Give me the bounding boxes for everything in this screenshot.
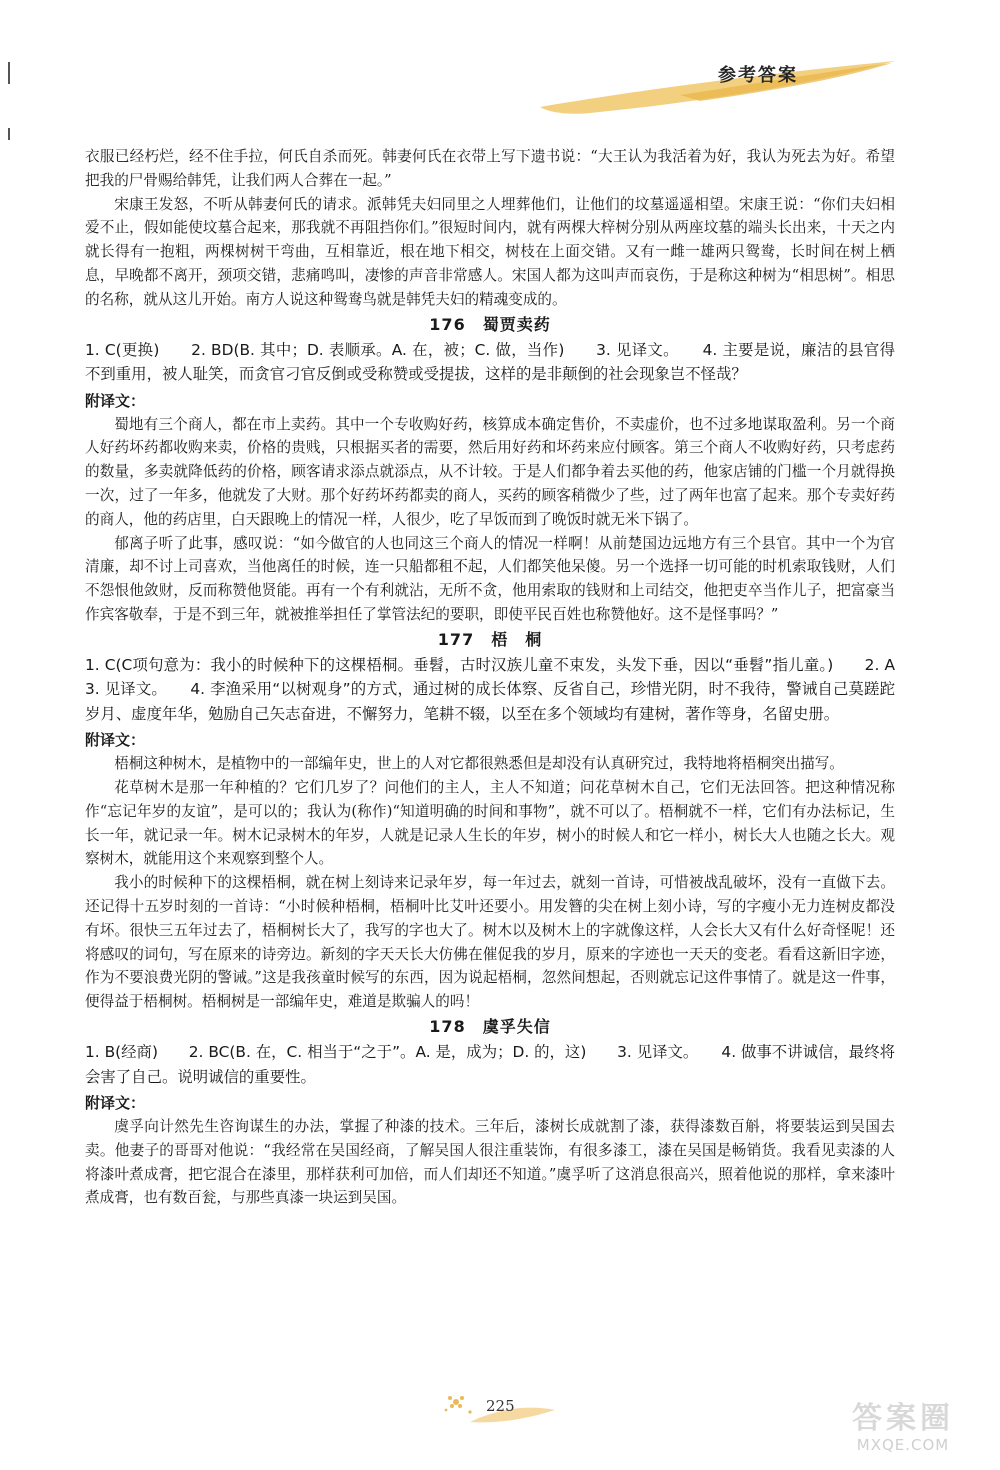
translation-label: 附译文： [85, 391, 146, 410]
answer-text: 1. C(C项句意为：我小的时候种下的这棵梧桐。垂髫，古时汉族儿童不束发，头发下垂，因以“垂髫”指儿童。) 2. A 3. 见译文。 4. 李渔采用“以树观身”的方式，通过树的成长体察、反省自己，珍惜光阴，时不我待，警诫自己莫蹉跎岁月、虚度年华，勉励自己矢志奋进，不懈努力，笔耕不辍，以至在多个领域均有建树，著作等身，名留史册。 [85, 655, 926, 723]
answer-text: 1. B(经商) 2. BC(B. 在，C. 相当于“之于”。A. 是，成为；D. 的，这) 3. 见译文。 4. 做事不讲诚信，最终将会害了自己。说明诚信的重要性。 [85, 1043, 895, 1086]
translation-label: 附译文： [85, 731, 146, 750]
section-title: 178 虞孚失信 [429, 1017, 551, 1037]
section-176 [85, 312, 895, 627]
translation-paragraph: 梧桐这种树木，是植物中的一部编年史，世上的人对它都很熟悉但是却没有认真研究过，我特地将梧桐突出描写。 [114, 755, 844, 773]
page-footer [440, 1392, 560, 1428]
translation-paragraph: 郁离子听了此事，感叹说：“如今做官的人也同这三个商人的情况一样啊！从前楚国边远地方有三个县官。其中一个为官清廉，却不讨上司喜欢，当他离任的时候，连一只船都租不起，人们都笑他呆傻。另一个选择一切可能的时机索取钱财，人们不怨恨他敛财，反而称赞他贤能。再有一个有利就沾，无所不贪，他用索取的钱财和上司结交，他把吏卒当作儿子，把富豪当作宾客敬奉，于是不到三年，就被推举担任了掌管法纪的要职，即使平民百姓也称赞他好。这不是怪事吗？” [85, 534, 895, 623]
section-177 [85, 627, 926, 1014]
translation-paragraph: 花草树木是那一年种植的？它们几岁了？问他们的主人，主人不知道；问花草树木自己，它们无法回答。把这种情况称作“忘记年岁的友谊”，是可以的；我认为(称作)“知道明确的时间和事物”，就不可以了。梧桐就不一样，它们有办法标记，生长一年，就记录一年。树木记录树木的年岁，人就是记录人生长的年岁，树小的时候人和它一样小，树长大人也随之长大。观察树木，就能用这个来观察到整个人。 [85, 779, 895, 868]
watermark-logo: 答案圈 [852, 1401, 954, 1436]
translation-paragraph: 蜀地有三个商人，都在市上卖药。其中一个专收购好药，核算成本确定售价，不卖虚价，也不过多地谋取盈利。另一个商人好药坏药都收购来卖，价格的贵贱，只根据买者的需要，然后用好药和坏药来应付顾客。第三个商人不收购好药，只考虑药的数量，多卖就降低药的价格，顾客请求添点就添点，从不计较。于是人们都争着去买他的药，他家店铺的门槛一个月就得换一次，过了一年多，他就发了大财。那个好药坏药都卖的商人，买药的顾客稍微少了些，过了两年也富了起来。那个专卖好药的商人，他的药店里，白天跟晚上的情况一样，人很少，吃了早饭而到了晚饭时就无米下锅了。 [85, 415, 895, 528]
translation-paragraph: 我小的时候种下的这棵梧桐，就在树上刻诗来记录年岁，每一年过去，就刻一首诗，可惜被战乱破坏，没有一直做下去。还记得十五岁时刻的一首诗：“小时候种梧桐，梧桐叶比艾叶还要小。用发簪的尖在树上刻小诗，写的字瘦小无力连树皮都没有坏。很快三五年过去了，梧桐树长大了，我写的字也大了。树木以及树木上的字就像这样，人会长大又有什么好奇怪呢！还将感叹的词句，写在原来的诗旁边。新刻的字天天长大仿佛在催促我的岁月，原来的字迹也一天天的变老。看看这新旧字迹，作为不要浪费光阴的警诫。”这是我孩童时候写的东西，因为说起梧桐，忽然间想起，否则就忘记这件事情了。就是这一件事，便得益于梧桐树。梧桐树是一部编年史，难道是欺骗人的吗！ [85, 874, 895, 1011]
binding-mark-middle [8, 128, 10, 140]
intro-paragraph: 宋康王发怒，不听从韩妻何氏的请求。派韩凭夫妇同里之人埋葬他们，让他们的坟墓遥遥相望。宋康王说：“你们夫妇相爱不止，假如能使坟墓合起来，那我就不再阻挡你们。”很短时间内，就有两棵大梓树分别从两座坟墓的端头长出来，十天之内就长得有一抱粗，两棵树树干弯曲，互相靠近，根在地下相交，树枝在上面交错。又有一雌一雄两只鸳鸯，长时间在树上栖息，早晚都不离开，颈项交错，悲痛鸣叫，凄惨的声音非常感人。宋国人都为这叫声而哀伤，于是称这种树为“相思树”。相思的名称，就从这儿开始。南方人说这种鸳鸯鸟就是韩凭夫妇的精魂变成的。 [85, 195, 895, 308]
page-number: 225 [486, 1397, 515, 1415]
translation-paragraph: 虞孚向计然先生咨询谋生的办法，掌握了种漆的技术。三年后，漆树长成就割了漆，获得漆数百斛，将要装运到吴国去卖。他妻子的哥哥对他说：“我经常在吴国经商，了解吴国人很注重装饰，有很多漆工，漆在吴国是畅销货。我看见卖漆的人将漆叶煮成膏，把它混合在漆里，那样获利可加倍，而人们却还不知道。”虞孚听了这消息很高兴，照着他说的那样，拿来漆叶煮成膏，也有数百瓮，与那些真漆一块运到吴国。 [85, 1118, 895, 1207]
watermark-url: MXQE.COM [856, 1436, 950, 1454]
intro-block [85, 145, 895, 312]
page-content [85, 145, 926, 1210]
header-brush-decoration [530, 55, 900, 115]
section-title: 176 蜀贾卖药 [429, 314, 551, 334]
answer-text: 1. C(更换) 2. BD(B. 其中；D. 表顺承。A. 在，被；C. 做，当作) 3. 见译文。 4. 主要是说，廉洁的县官得不到重用，被人耻笑，而贪官刁官反倒或受称赞或受提拔，这样的是非颠倒的社会现象岂不怪哉？ [85, 340, 895, 384]
section-title: 177 梧 桐 [437, 629, 543, 649]
binding-mark-top [8, 62, 10, 84]
intro-paragraph: 衣服已经朽烂，经不住手拉，何氏自杀而死。韩妻何氏在衣带上写下遗书说：“大王认为我活着为好，我认为死去为好。希望把我的尸骨赐给韩凭，让我们两人合葬在一起。” [85, 148, 895, 189]
header-title: 参考答案 [718, 65, 798, 86]
page-header [530, 55, 900, 115]
section-178 [85, 1014, 895, 1210]
site-watermark [818, 1402, 988, 1462]
translation-label: 附译文： [85, 1094, 146, 1113]
